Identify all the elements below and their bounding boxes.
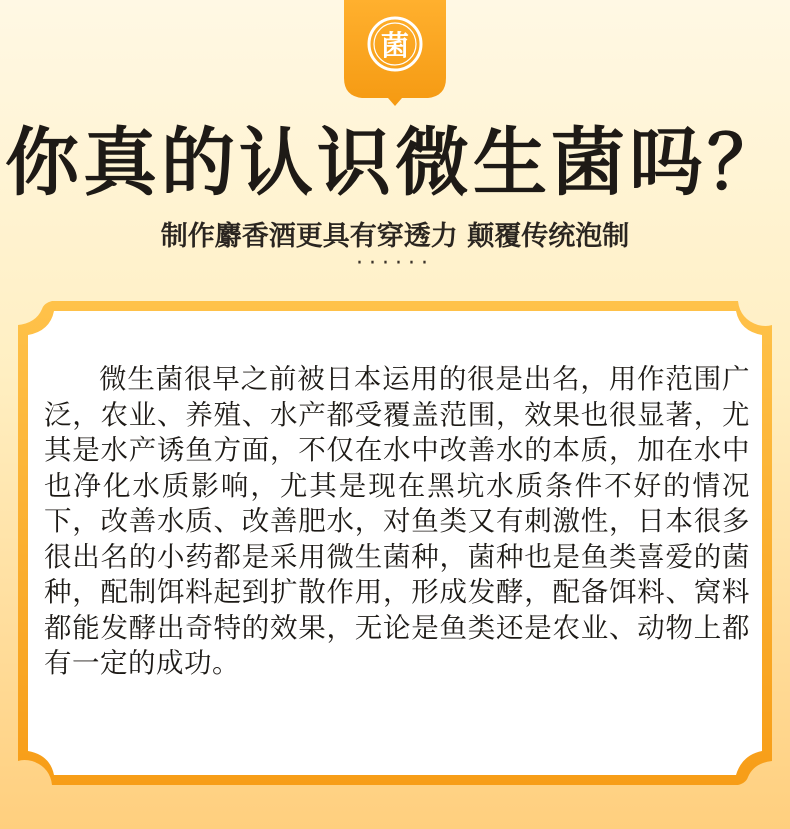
decorative-dots: ······ bbox=[356, 251, 434, 276]
badge bbox=[344, 0, 446, 108]
page-subtitle: 制作麝香酒更具有穿透力 颠覆传统泡制 bbox=[160, 221, 630, 252]
badge-glyph: 菌 bbox=[380, 29, 410, 62]
page-title: 你真的认识微生菌吗？ bbox=[5, 120, 785, 206]
badge-shape bbox=[344, 0, 446, 108]
body-paragraph: 微生菌很早之前被日本运用的很是出名，用作范围广泛，农业、养殖、水产都受覆盖范围，效果也很显著，尤其是水产诱鱼方面，不仅在水中改善水的本质，加在水中也净化水质影响，尤其是现在黑坑水质条件不好的情况下，改善水质、改善肥水，对鱼类又有刺激性，日本很多很出名的小药都是采用微生菌种，菌种也是鱼类喜爱的菌种，配制饵料起到扩散作用，形成发酵，配备饵料、窝料都能发酵出奇特的效果，无论是鱼类还是农业、动物上都有一定的成功。 bbox=[44, 363, 750, 679]
